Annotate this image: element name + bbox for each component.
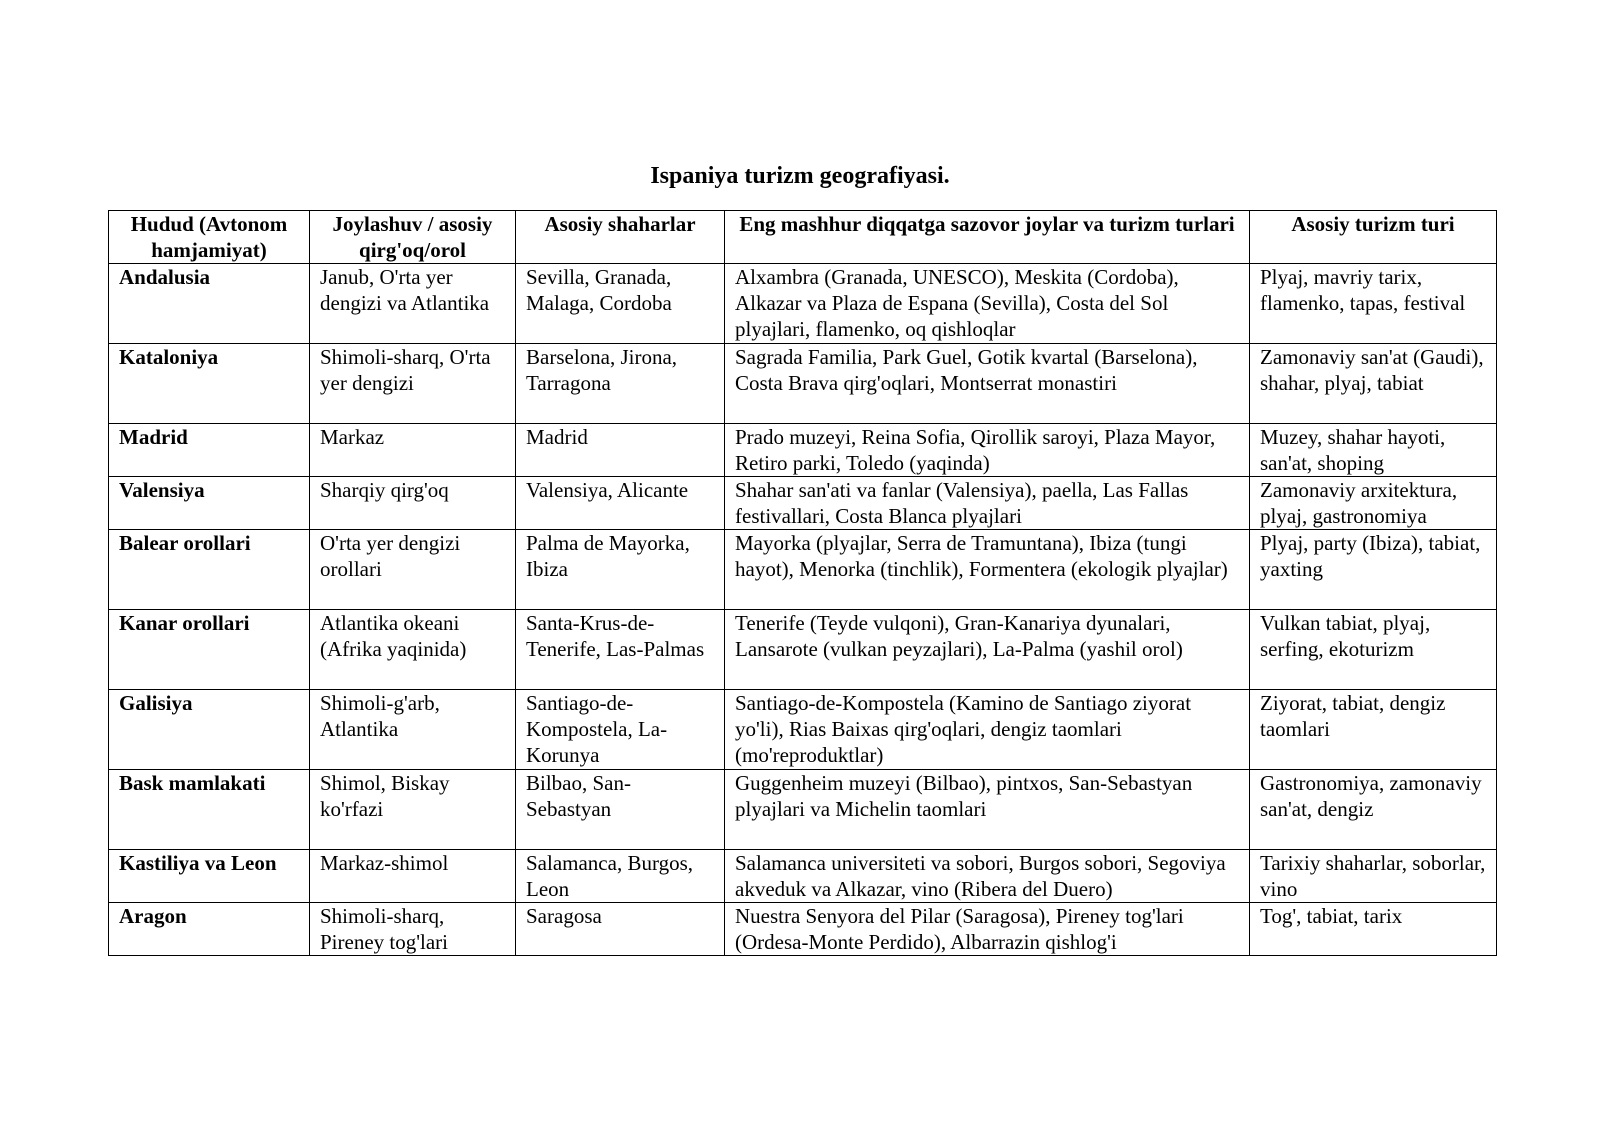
tourism-table: [108, 210, 1497, 956]
cell-tourism-type: Tarixiy shaharlar, soborlar, vino: [1250, 850, 1497, 903]
cell-tourism-type: Zamonaviy arxitektura, plyaj, gastronomiya: [1250, 477, 1497, 530]
cell-location: O'rta yer dengizi orollari: [310, 530, 516, 610]
table-row: [109, 770, 1497, 850]
cell-region: Kanar orollari: [109, 610, 310, 690]
cell-cities: Salamanca, Burgos, Leon: [516, 850, 725, 903]
cell-location: Markaz: [310, 424, 516, 477]
table-row: [109, 477, 1497, 530]
cell-attractions: Prado muzeyi, Reina Sofia, Qirollik saroyi, Plaza Mayor, Retiro parki, Toledo (yaqinda): [725, 424, 1250, 477]
cell-location: Shimoli-g'arb, Atlantika: [310, 690, 516, 770]
cell-attractions: Santiago-de-Kompostela (Kamino de Santiago ziyorat yo'li), Rias Baixas qirg'oqlari, dengiz taomlari (mo'reproduktlar): [725, 690, 1250, 770]
cell-location: Shimol, Biskay ko'rfazi: [310, 770, 516, 850]
cell-cities: Saragosa: [516, 903, 725, 956]
cell-attractions: Tenerife (Teyde vulqoni), Gran-Kanariya dyunalari, Lansarote (vulkan peyzajlari), La-Palma (yashil orol): [725, 610, 1250, 690]
table-row: [109, 850, 1497, 903]
cell-attractions: Nuestra Senyora del Pilar (Saragosa), Pireney tog'lari (Ordesa-Monte Perdido), Albarrazin qishlog'i: [725, 903, 1250, 956]
cell-region: Madrid: [109, 424, 310, 477]
cell-tourism-type: Vulkan tabiat, plyaj, serfing, ekoturizm: [1250, 610, 1497, 690]
cell-tourism-type: Ziyorat, tabiat, dengiz taomlari: [1250, 690, 1497, 770]
cell-cities: Sevilla, Granada, Malaga, Cordoba: [516, 264, 725, 344]
cell-attractions: Guggenheim muzeyi (Bilbao), pintxos, San-Sebastyan plyajlari va Michelin taomlari: [725, 770, 1250, 850]
cell-tourism-type: Zamonaviy san'at (Gaudi), shahar, plyaj, tabiat: [1250, 344, 1497, 424]
cell-cities: Barselona, Jirona, Tarragona: [516, 344, 725, 424]
cell-region: Balear orollari: [109, 530, 310, 610]
cell-cities: Valensiya, Alicante: [516, 477, 725, 530]
cell-cities: Madrid: [516, 424, 725, 477]
cell-attractions: Sagrada Familia, Park Guel, Gotik kvartal (Barselona), Costa Brava qirg'oqlari, Montserrat monastiri: [725, 344, 1250, 424]
cell-tourism-type: Plyaj, mavriy tarix, flamenko, tapas, festival: [1250, 264, 1497, 344]
cell-attractions: Salamanca universiteti va sobori, Burgos sobori, Segoviya akveduk va Alkazar, vino (Ribera del Duero): [725, 850, 1250, 903]
cell-tourism-type: Gastronomiya, zamonaviy san'at, dengiz: [1250, 770, 1497, 850]
cell-cities: Bilbao, San-Sebastyan: [516, 770, 725, 850]
cell-region: Galisiya: [109, 690, 310, 770]
table-row: [109, 610, 1497, 690]
page-title: Ispaniya turizm geografiyasi.: [650, 163, 950, 189]
cell-region: Kataloniya: [109, 344, 310, 424]
header-attractions: Eng mashhur diqqatga sazovor joylar va turizm turlari: [725, 211, 1250, 264]
cell-location: Markaz-shimol: [310, 850, 516, 903]
cell-cities: Santa-Krus-de-Tenerife, Las-Palmas: [516, 610, 725, 690]
table-row: [109, 264, 1497, 344]
cell-region: Valensiya: [109, 477, 310, 530]
cell-region: Kastiliya va Leon: [109, 850, 310, 903]
cell-location: Shimoli-sharq, Pireney tog'lari: [310, 903, 516, 956]
cell-attractions: Shahar san'ati va fanlar (Valensiya), paella, Las Fallas festivallari, Costa Blanca plyajlari: [725, 477, 1250, 530]
cell-region: Andalusia: [109, 264, 310, 344]
cell-region: Bask mamlakati: [109, 770, 310, 850]
cell-tourism-type: Tog', tabiat, tarix: [1250, 903, 1497, 956]
table-row: [109, 690, 1497, 770]
table-row: [109, 903, 1497, 956]
cell-location: Janub, O'rta yer dengizi va Atlantika: [310, 264, 516, 344]
cell-cities: Santiago-de-Kompostela, La-Korunya: [516, 690, 725, 770]
cell-location: Atlantika okeani (Afrika yaqinida): [310, 610, 516, 690]
cell-attractions: Mayorka (plyajlar, Serra de Tramuntana), Ibiza (tungi hayot), Menorka (tinchlik), Formentera (ekologik plyajlar): [725, 530, 1250, 610]
header-region: Hudud (Avtonom hamjamiyat): [109, 211, 310, 264]
header-cities: Asosiy shaharlar: [516, 211, 725, 264]
header-location: Joylashuv / asosiy qirg'oq/orol: [310, 211, 516, 264]
table-header-row: [109, 211, 1497, 264]
cell-tourism-type: Plyaj, party (Ibiza), tabiat, yaxting: [1250, 530, 1497, 610]
cell-location: Sharqiy qirg'oq: [310, 477, 516, 530]
table-row: [109, 530, 1497, 610]
cell-attractions: Alxambra (Granada, UNESCO), Meskita (Cordoba), Alkazar va Plaza de Espana (Sevilla), Costa del Sol plyajlari, flamenko, oq qishloqlar: [725, 264, 1250, 344]
header-tourism-type: Asosiy turizm turi: [1250, 211, 1497, 264]
cell-tourism-type: Muzey, shahar hayoti, san'at, shoping: [1250, 424, 1497, 477]
cell-region: Aragon: [109, 903, 310, 956]
table-row: [109, 424, 1497, 477]
cell-location: Shimoli-sharq, O'rta yer dengizi: [310, 344, 516, 424]
cell-cities: Palma de Mayorka, Ibiza: [516, 530, 725, 610]
table-row: [109, 344, 1497, 424]
